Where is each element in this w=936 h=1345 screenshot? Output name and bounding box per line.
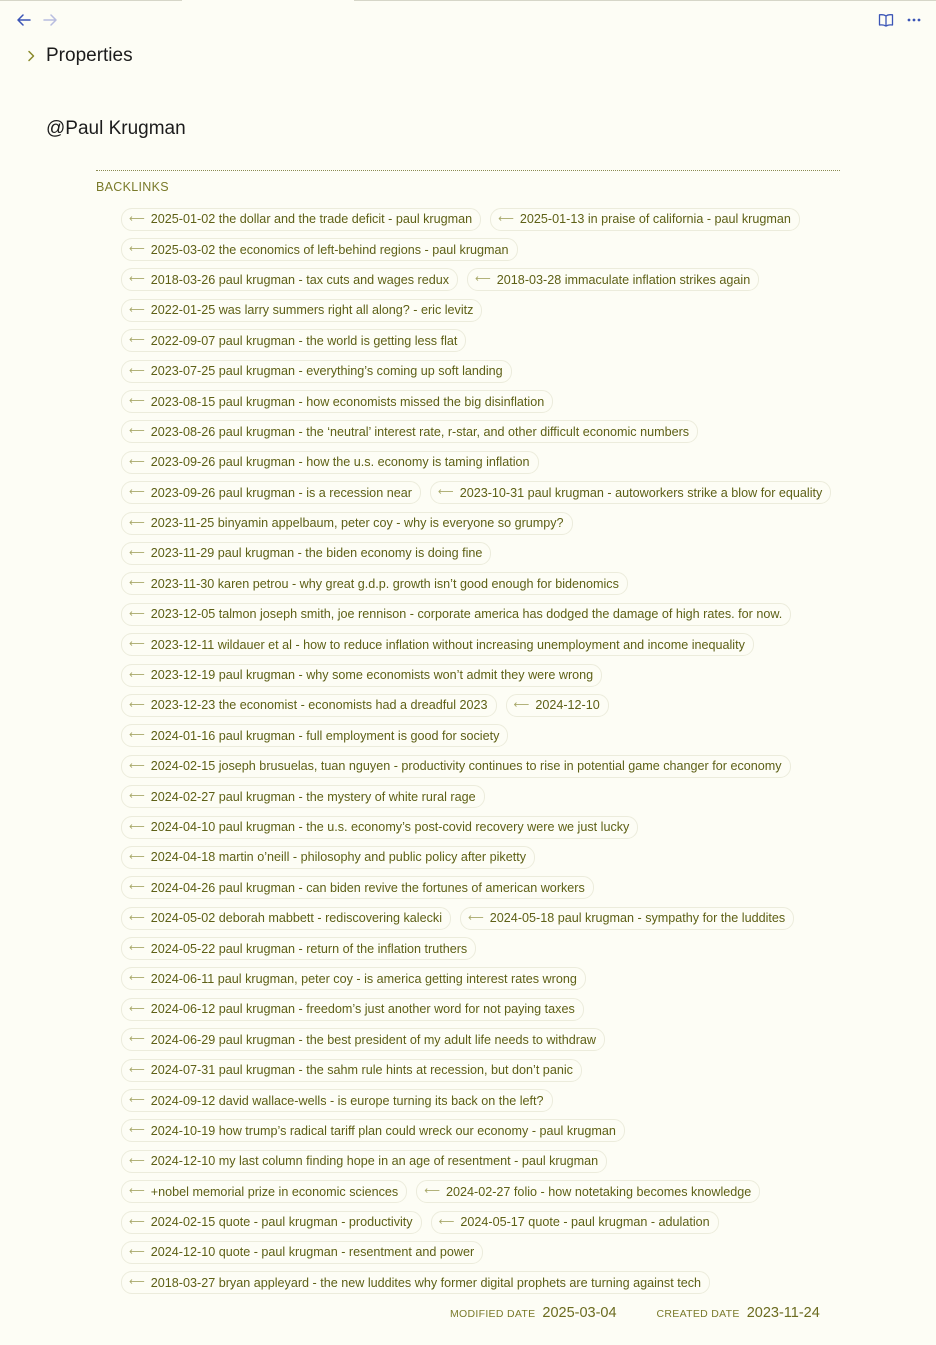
backlink-title: 2018-03-28 immaculate inflation strikes again bbox=[496, 272, 751, 287]
backlink-chip[interactable] bbox=[121, 937, 476, 960]
backlink-title: 2024-02-27 paul krugman - the mystery of white rural rage bbox=[150, 789, 476, 804]
backlink-chip[interactable] bbox=[121, 268, 458, 291]
backlink-arrow-icon: ⟵ bbox=[129, 790, 145, 803]
backlink-chip[interactable] bbox=[121, 967, 586, 990]
backlink-chip[interactable] bbox=[121, 329, 466, 352]
backlink-arrow-icon: ⟵ bbox=[129, 820, 145, 833]
backlink-chip[interactable] bbox=[121, 694, 497, 717]
backlinks-row bbox=[121, 386, 851, 416]
backlinks-row bbox=[121, 1146, 851, 1176]
backlink-title: 2024-05-22 paul krugman - return of the inflation truthers bbox=[150, 941, 468, 956]
backlink-chip[interactable] bbox=[121, 1150, 607, 1173]
backlink-chip[interactable] bbox=[121, 238, 518, 261]
arrow-right-icon bbox=[43, 14, 57, 26]
backlinks-list bbox=[121, 204, 851, 1298]
backlink-chip[interactable] bbox=[467, 268, 759, 291]
backlink-title: 2022-01-25 was larry summers right all along? - eric levitz bbox=[150, 303, 474, 318]
backlink-chip[interactable] bbox=[121, 299, 482, 322]
backlink-chip[interactable] bbox=[121, 1271, 710, 1294]
backlink-title: 2025-01-13 in praise of california - paul krugman bbox=[519, 212, 791, 227]
backlink-title: 2023-12-19 paul krugman - why some economists won’t admit they were wrong bbox=[150, 668, 594, 683]
backlink-title: 2023-07-25 paul krugman - everything’s coming up soft landing bbox=[150, 364, 503, 379]
backlink-arrow-icon: ⟵ bbox=[129, 1063, 145, 1076]
backlink-chip[interactable] bbox=[121, 451, 539, 474]
backlinks-row bbox=[121, 204, 851, 234]
backlink-arrow-icon: ⟵ bbox=[129, 546, 145, 559]
created-date-value: 2023-11-24 bbox=[746, 1305, 820, 1321]
backlink-arrow-icon: ⟵ bbox=[468, 911, 484, 924]
backlink-chip[interactable] bbox=[121, 1059, 582, 1082]
backlink-chip[interactable] bbox=[121, 1180, 407, 1203]
backlink-chip[interactable] bbox=[121, 1211, 422, 1234]
backlink-title: 2024-02-15 quote - paul krugman - productivity bbox=[150, 1215, 413, 1230]
backlink-arrow-icon: ⟵ bbox=[129, 273, 145, 286]
backlink-chip[interactable] bbox=[121, 724, 508, 747]
backlink-title: 2025-01-02 the dollar and the trade deficit - paul krugman bbox=[150, 212, 473, 227]
backlink-title: +nobel memorial prize in economic sciences bbox=[150, 1184, 399, 1199]
backlink-chip[interactable] bbox=[121, 390, 553, 413]
backlinks-row bbox=[121, 599, 851, 629]
backlink-title: 2024-12-10 my last column finding hope in an age of resentment - paul krugman bbox=[150, 1154, 599, 1169]
backlink-arrow-icon: ⟵ bbox=[129, 1033, 145, 1046]
backlink-arrow-icon: ⟵ bbox=[129, 1185, 145, 1198]
backlink-chip[interactable] bbox=[121, 633, 754, 656]
backlinks-row bbox=[121, 629, 851, 659]
created-date-label: CREATED DATE bbox=[656, 1308, 740, 1320]
backlinks-heading: BACKLINKS bbox=[96, 180, 169, 194]
backlinks-row bbox=[121, 356, 851, 386]
backlink-title: 2023-08-26 paul krugman - the ‘neutral’ interest rate, r-star, and other difficult economic numbers bbox=[150, 424, 690, 439]
ellipsis-icon bbox=[907, 18, 921, 22]
backlink-arrow-icon: ⟵ bbox=[424, 1185, 441, 1198]
backlink-arrow-icon: ⟵ bbox=[129, 577, 145, 590]
backlink-chip[interactable] bbox=[121, 512, 573, 535]
backlinks-row bbox=[121, 842, 851, 872]
backlink-arrow-icon: ⟵ bbox=[129, 759, 145, 772]
backlink-arrow-icon: ⟵ bbox=[129, 942, 145, 955]
backlink-arrow-icon: ⟵ bbox=[129, 881, 145, 894]
backlink-arrow-icon: ⟵ bbox=[129, 1215, 145, 1228]
backlink-arrow-icon: ⟵ bbox=[129, 243, 145, 256]
backlinks-row bbox=[121, 873, 851, 903]
backlinks-row bbox=[121, 447, 851, 477]
backlink-title: 2023-11-29 paul krugman - the biden economy is doing fine bbox=[150, 546, 483, 561]
backlink-title: 2024-01-16 paul krugman - full employment is good for society bbox=[150, 728, 500, 743]
backlink-chip[interactable] bbox=[121, 907, 451, 930]
backlinks-row bbox=[121, 1025, 851, 1055]
backlinks-row bbox=[121, 538, 851, 568]
backlink-arrow-icon: ⟵ bbox=[129, 1124, 145, 1137]
backlink-arrow-icon: ⟵ bbox=[129, 1002, 145, 1015]
backlink-chip[interactable] bbox=[121, 542, 491, 565]
backlink-chip[interactable] bbox=[460, 907, 794, 930]
backlink-title: 2023-12-23 the economist - economists had a dreadful 2023 bbox=[150, 698, 488, 713]
more-options-button[interactable] bbox=[904, 10, 924, 30]
backlink-chip[interactable] bbox=[430, 481, 831, 504]
backlink-arrow-icon: ⟵ bbox=[129, 1276, 145, 1289]
backlink-chip[interactable] bbox=[121, 603, 791, 626]
backlinks-row bbox=[121, 1055, 851, 1085]
backlink-title: 2024-09-12 david wallace-wells - is europe turning its back on the left? bbox=[150, 1093, 544, 1108]
backlink-title: 2024-05-17 quote - paul krugman - adulation bbox=[460, 1215, 710, 1230]
backlink-title: 2024-10-19 how trump’s radical tariff plan could wreck our economy - paul krugman bbox=[150, 1123, 616, 1138]
book-open-icon bbox=[878, 13, 894, 27]
backlink-title: 2023-09-26 paul krugman - how the u.s. economy is taming inflation bbox=[150, 455, 530, 470]
backlink-title: 2023-11-30 karen petrou - why great g.d.p. growth isn’t good enough for bidenomics bbox=[150, 576, 619, 591]
backlink-arrow-icon: ⟵ bbox=[129, 972, 145, 985]
backlink-chip[interactable] bbox=[431, 1211, 719, 1234]
backlink-chip[interactable] bbox=[121, 755, 791, 778]
backlink-arrow-icon: ⟵ bbox=[129, 425, 145, 438]
backlink-chip[interactable] bbox=[121, 816, 638, 839]
backlink-chip[interactable] bbox=[121, 998, 584, 1021]
backlinks-row bbox=[121, 326, 851, 356]
backlinks-row bbox=[121, 964, 851, 994]
backlink-title: 2024-06-29 paul krugman - the best president of my adult life needs to withdraw bbox=[150, 1032, 597, 1047]
backlinks-row bbox=[121, 1237, 851, 1267]
backlink-arrow-icon: ⟵ bbox=[129, 455, 145, 468]
backlink-arrow-icon: ⟵ bbox=[129, 911, 145, 924]
backlinks-row bbox=[121, 751, 851, 781]
top-border bbox=[0, 0, 936, 1]
backlink-chip[interactable] bbox=[490, 208, 800, 231]
backlink-title: 2024-07-31 paul krugman - the sahm rule hints at recession, but don’t panic bbox=[150, 1063, 573, 1078]
backlink-arrow-icon: ⟵ bbox=[129, 668, 145, 681]
backlink-chip[interactable] bbox=[121, 1028, 605, 1051]
backlink-title: 2024-12-10 bbox=[535, 698, 600, 713]
backlink-arrow-icon: ⟵ bbox=[475, 273, 491, 286]
back-button[interactable] bbox=[14, 10, 34, 30]
backlinks-row bbox=[121, 417, 851, 447]
backlink-chip[interactable] bbox=[121, 572, 628, 595]
backlink-title: 2024-04-18 martin o’neill - philosophy and public policy after piketty bbox=[150, 850, 527, 865]
backlink-arrow-icon: ⟵ bbox=[129, 334, 145, 347]
backlinks-row bbox=[121, 508, 851, 538]
backlink-arrow-icon: ⟵ bbox=[129, 607, 145, 620]
arrow-left-icon bbox=[17, 14, 31, 26]
backlink-arrow-icon: ⟵ bbox=[437, 486, 454, 499]
backlink-chip[interactable] bbox=[506, 694, 609, 717]
backlink-arrow-icon: ⟵ bbox=[129, 212, 145, 225]
backlink-title: 2024-02-27 folio - how notetaking becomes knowledge bbox=[446, 1184, 752, 1199]
backlink-arrow-icon: ⟵ bbox=[129, 638, 145, 651]
backlink-chip[interactable] bbox=[121, 420, 698, 443]
backlink-arrow-icon: ⟵ bbox=[129, 729, 145, 742]
backlink-arrow-icon: ⟵ bbox=[129, 1094, 145, 1107]
backlink-title: 2023-08-15 paul krugman - how economists missed the big disinflation bbox=[150, 394, 545, 409]
backlinks-row bbox=[121, 1085, 851, 1115]
backlinks-row bbox=[121, 295, 851, 325]
backlink-chip[interactable] bbox=[121, 785, 485, 808]
backlinks-row bbox=[121, 1177, 851, 1207]
backlink-chip[interactable] bbox=[121, 876, 594, 899]
backlink-title: 2024-02-15 joseph brusuelas, tuan nguyen - productivity continues to rise in potential game changer for economy bbox=[150, 759, 782, 774]
chevron-right-icon bbox=[22, 44, 40, 68]
backlinks-row bbox=[121, 1116, 851, 1146]
backlink-title: 2023-12-05 talmon joseph smith, joe rennison - corporate america has dodged the damage of high rates. for now. bbox=[150, 607, 783, 622]
active-tab-indicator bbox=[182, 0, 354, 1]
backlink-chip[interactable] bbox=[121, 1119, 625, 1142]
backlinks-row bbox=[121, 1207, 851, 1237]
backlink-chip[interactable] bbox=[121, 208, 481, 231]
backlink-title: 2023-10-31 paul krugman - autoworkers strike a blow for equality bbox=[459, 485, 823, 500]
backlink-arrow-icon: ⟵ bbox=[513, 698, 530, 711]
backlink-arrow-icon: ⟵ bbox=[498, 212, 514, 225]
backlinks-row bbox=[121, 721, 851, 751]
backlink-title: 2024-12-10 quote - paul krugman - resentment and power bbox=[150, 1245, 475, 1260]
backlink-title: 2024-04-10 paul krugman - the u.s. economy’s post-covid recovery were we just lucky bbox=[150, 820, 630, 834]
backlink-title: 2024-05-02 deborah mabbett - rediscovering kalecki bbox=[150, 911, 443, 926]
backlinks-row bbox=[121, 1268, 851, 1298]
modified-date-value: 2025-03-04 bbox=[542, 1305, 617, 1321]
backlink-chip[interactable] bbox=[416, 1180, 760, 1203]
backlinks-row bbox=[121, 690, 851, 720]
backlink-chip[interactable] bbox=[121, 664, 602, 687]
backlink-chip[interactable] bbox=[121, 1241, 483, 1264]
backlinks-row bbox=[121, 234, 851, 264]
backlinks-row bbox=[121, 994, 851, 1024]
backlink-title: 2025-03-02 the economics of left-behind regions - paul krugman bbox=[150, 242, 509, 257]
backlink-arrow-icon: ⟵ bbox=[129, 698, 145, 711]
backlinks-row bbox=[121, 660, 851, 690]
page-title: @Paul Krugman bbox=[46, 118, 186, 139]
page-dates bbox=[450, 1305, 820, 1321]
backlink-title: 2024-04-26 paul krugman - can biden revive the fortunes of american workers bbox=[150, 880, 585, 895]
properties-toggle[interactable] bbox=[22, 44, 133, 68]
backlink-arrow-icon: ⟵ bbox=[438, 1215, 455, 1228]
backlink-title: 2018-03-26 paul krugman - tax cuts and wages redux bbox=[150, 272, 450, 287]
backlink-title: 2023-09-26 paul krugman - is a recession near bbox=[150, 485, 412, 500]
backlink-chip[interactable] bbox=[121, 846, 535, 869]
backlink-chip[interactable] bbox=[121, 360, 512, 383]
backlink-arrow-icon: ⟵ bbox=[129, 303, 145, 316]
backlink-chip[interactable] bbox=[121, 1089, 553, 1112]
reading-mode-button[interactable] bbox=[876, 10, 896, 30]
backlink-title: 2024-06-12 paul krugman - freedom’s just another word for not paying taxes bbox=[150, 1002, 575, 1017]
backlinks-row bbox=[121, 781, 851, 811]
navigation-controls bbox=[14, 10, 60, 30]
backlink-title: 2024-05-18 paul krugman - sympathy for the luddites bbox=[489, 911, 786, 926]
backlinks-row bbox=[121, 569, 851, 599]
backlink-title: 2023-11-25 binyamin appelbaum, peter coy - why is everyone so grumpy? bbox=[150, 516, 564, 531]
backlinks-row bbox=[121, 265, 851, 295]
view-actions bbox=[876, 10, 924, 30]
backlink-arrow-icon: ⟵ bbox=[129, 486, 145, 499]
properties-label: Properties bbox=[46, 45, 133, 66]
backlink-arrow-icon: ⟵ bbox=[129, 395, 145, 408]
modified-date-label: MODIFIED DATE bbox=[450, 1308, 536, 1320]
backlink-title: 2023-12-11 wildauer et al - how to reduce inflation without increasing unemployment and income inequality bbox=[150, 637, 745, 652]
backlink-arrow-icon: ⟵ bbox=[129, 516, 145, 529]
backlink-title: 2024-06-11 paul krugman, peter coy - is america getting interest rates wrong bbox=[150, 971, 577, 986]
backlink-title: 2022-09-07 paul krugman - the world is getting less flat bbox=[150, 333, 458, 348]
backlink-arrow-icon: ⟵ bbox=[129, 850, 145, 863]
backlink-title: 2018-03-27 bryan appleyard - the new luddites why former digital prophets are turning against tech bbox=[150, 1275, 702, 1290]
backlinks-row bbox=[121, 812, 851, 842]
backlinks-row bbox=[121, 933, 851, 963]
backlink-arrow-icon: ⟵ bbox=[129, 364, 145, 377]
forward-button[interactable] bbox=[40, 10, 60, 30]
backlinks-row bbox=[121, 478, 851, 508]
backlink-arrow-icon: ⟵ bbox=[129, 1245, 145, 1258]
backlinks-divider bbox=[96, 170, 840, 171]
backlinks-row bbox=[121, 903, 851, 933]
backlink-chip[interactable] bbox=[121, 481, 421, 504]
backlink-arrow-icon: ⟵ bbox=[129, 1154, 145, 1167]
